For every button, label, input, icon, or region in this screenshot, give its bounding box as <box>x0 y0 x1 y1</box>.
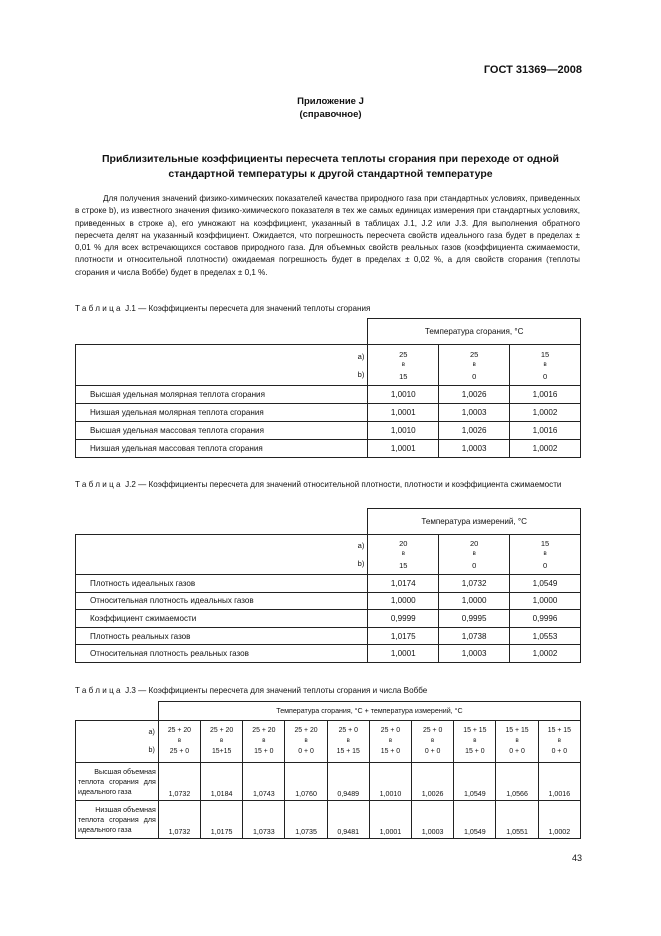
table-j3-col-2-header: 25 + 20 в 15+15 <box>201 721 243 763</box>
table-j2-col-2-header: 20 в 0 <box>439 535 510 575</box>
row-label-ab: a) b) <box>76 721 159 763</box>
table-j3-caption-text: J.3 — Коэффициенты пересчета для значений теплоты сгорания и числа Воббе <box>122 686 428 695</box>
table-row: Высшая объемная теплота сгорания для идеального газа 1,0732 1,0184 1,0743 1,0760 0,9489 1,0010 1,0026 1,0549 1,0566 1,0016 <box>76 763 581 801</box>
table-j2-group-header: Температура измерений, °С <box>368 509 581 535</box>
table-j3-col-8-header: 15 + 15 в 15 + 0 <box>454 721 496 763</box>
table-j1-col-2-header: 25 в 0 <box>439 345 510 386</box>
table-row: Низшая объемная теплота сгорания для идеального газа 1,0732 1,0175 1,0733 1,0735 0,9481 1,0001 1,0003 1,0549 1,0551 1,0002 <box>76 801 581 839</box>
table-j3-col-6-header: 25 + 0 в 15 + 0 <box>369 721 411 763</box>
appendix-title: Приложение J <box>297 96 364 107</box>
table-j1 <box>75 318 581 458</box>
table-j3-col-3-header: 25 + 20 в 15 + 0 <box>243 721 285 763</box>
table-j3-col-4-header: 25 + 20 в 0 + 0 <box>285 721 327 763</box>
table-j3-group-header: Температура сгорания, °С + температура измерений, °С <box>158 702 580 721</box>
table-j3-col-9-header: 15 + 15 в 0 + 0 <box>496 721 538 763</box>
table-row: Плотность реальных газов 1,0175 1,0738 1,0553 <box>76 627 581 645</box>
table-j1-col-1-header: 25 в 15 <box>368 345 439 386</box>
table-row: Низшая удельная молярная теплота сгорания 1,0001 1,0003 1,0002 <box>76 404 581 422</box>
section-title <box>70 152 591 182</box>
table-j3-caption-word: Таблица <box>75 686 123 695</box>
table-j1-caption-word: Таблица <box>75 304 123 313</box>
table-j3-col-7-header: 25 + 0 в 0 + 0 <box>412 721 454 763</box>
table-row: Относительная плотность реальных газов 1,0001 1,0003 1,0002 <box>76 645 581 663</box>
table-j3-col-5-header: 25 + 0 в 15 + 15 <box>327 721 369 763</box>
table-j3-col-1-header: 25 + 20 в 25 + 0 <box>158 721 200 763</box>
standard-number: ГОСТ 31369—2008 <box>483 64 582 76</box>
table-row: Низшая удельная массовая теплота сгорания 1,0001 1,0003 1,0002 <box>76 440 581 458</box>
table-j3-caption <box>75 685 581 697</box>
table-row: Коэффициент сжимаемости 0,9999 0,9995 0,9996 <box>76 610 581 628</box>
table-j1-col-3-header: 15 в 0 <box>510 345 581 386</box>
table-row: Высшая удельная молярная теплота сгорания 1,0010 1,0026 1,0016 <box>76 386 581 404</box>
table-j1-group-header: Температура сгорания, °С <box>368 319 581 345</box>
table-row: Относительная плотность идеальных газов 1,0000 1,0000 1,0000 <box>76 592 581 610</box>
row-label-ab: a) b) <box>76 345 368 386</box>
table-j2-caption-text: J.2 — Коэффициенты пересчета для значений относительной плотности, плотности и коэффициента сжимаемости <box>122 480 562 489</box>
table-j3-row-2-label: Низшая объемная теплота сгорания для идеального газа <box>76 801 159 839</box>
table-j3-col-10-header: 15 + 15 в 0 + 0 <box>538 721 580 763</box>
section-title-line-2: стандартной температуры к другой стандартной температуре <box>168 168 493 180</box>
table-j2-caption-word: Таблица <box>75 480 123 489</box>
appendix-subtitle: (справочное) <box>299 109 362 120</box>
table-j2 <box>75 508 581 663</box>
table-j3-row-1-label: Высшая объемная теплота сгорания для идеального газа <box>76 763 159 801</box>
table-row: Высшая удельная массовая теплота сгорания 1,0010 1,0026 1,0016 <box>76 422 581 440</box>
table-j3 <box>75 701 581 839</box>
section-title-line-1: Приблизительные коэффициенты пересчета теплоты сгорания при переходе от одной <box>102 153 559 165</box>
page-number: 43 <box>571 853 582 863</box>
table-j1-caption <box>75 303 581 315</box>
body-text <box>75 193 580 279</box>
table-j2-caption <box>75 479 581 491</box>
body-paragraph: Для получения значений физико-химических показателей качества природного газа при стандартных условиях, приведенных в строке b), из известного значения физико-химического показателя в тех же самых единицах измерения при стандартных условиях, приведенных в строке a), его умножают на коэффициент, указанный в таблицах J.1, J.2 или J.3. Для выполнения обратного пересчета делят на указанный коэффициент. Ожидается, что погрешность пересчета свойств идеального газа будет в пределах ± 0,01 % для всех встречающихся составов природного газа. Для объемных свойств реальных газов (коэффициента сжимаемости, плотности и относительной плотности) ожидаемая погрешность будет в пределах ± 0,02 %, а для свойств сгорания (теплоты сгорания и числа Воббе) будет в пределах ± 0,1 %. <box>75 194 580 277</box>
table-j2-col-3-header: 15 в 0 <box>510 535 581 575</box>
row-label-ab: a) b) <box>76 535 368 575</box>
table-row: Плотность идеальных газов 1,0174 1,0732 1,0549 <box>76 575 581 593</box>
table-j1-caption-text: J.1 — Коэффициенты пересчета для значений теплоты сгорания <box>122 304 371 313</box>
appendix-heading <box>0 95 661 121</box>
table-j2-col-1-header: 20 в 15 <box>368 535 439 575</box>
